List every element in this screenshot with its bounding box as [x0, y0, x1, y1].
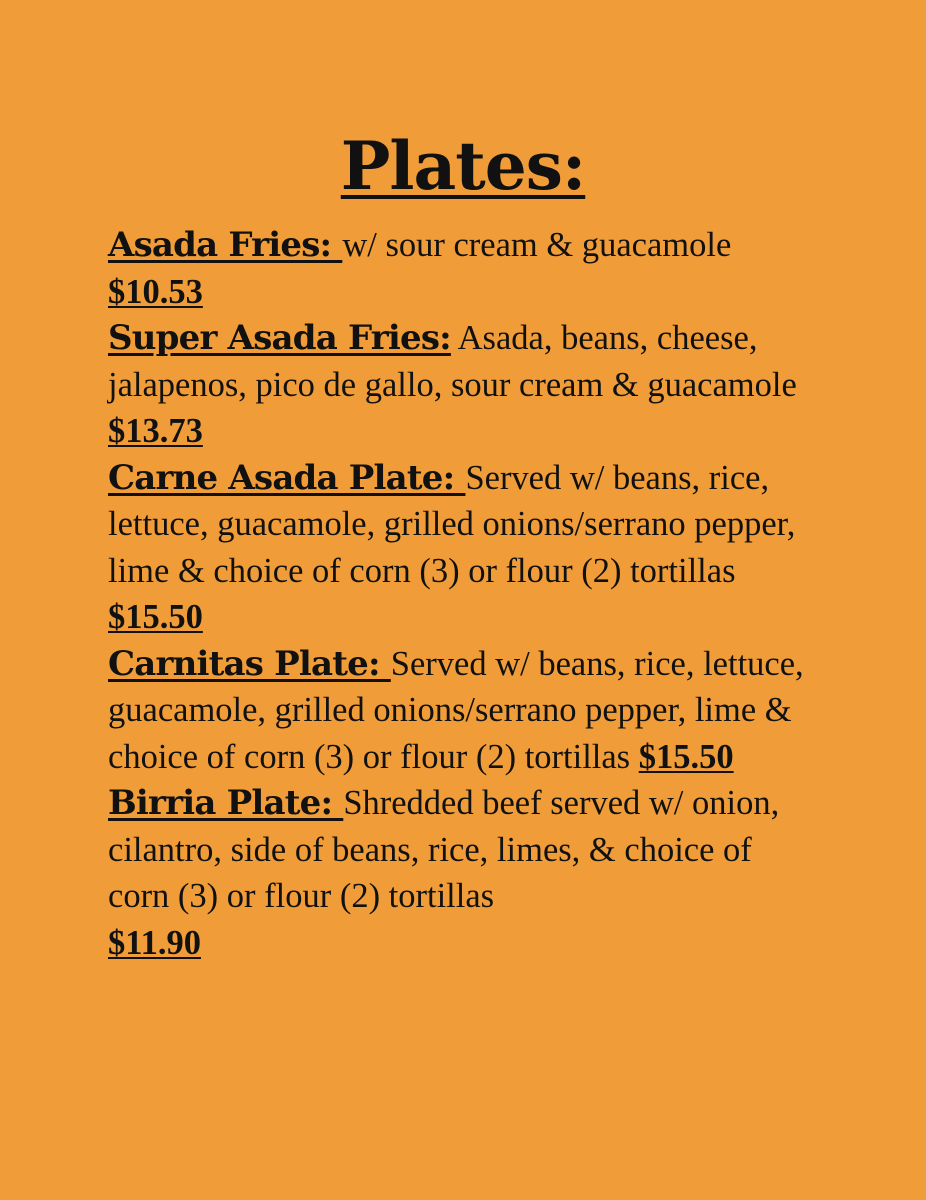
menu-item-description: Served w/ beans, rice, lettuce, guacamole, grilled onions/serrano pepper, lime & choice of corn (3) or flour (2) tortillas — [108, 458, 796, 590]
menu-item-super-asada-fries — [108, 315, 813, 455]
plates-menu — [108, 222, 813, 966]
menu-item-birria-plate — [108, 780, 813, 966]
menu-item-asada-fries — [108, 222, 813, 315]
menu-item-description: w/ sour cream & guacamole — [342, 226, 732, 264]
menu-item-carne-asada-plate — [108, 455, 813, 641]
menu-item-name: Asada Fries: — [108, 225, 343, 265]
menu-item-carnitas-plate — [108, 641, 813, 781]
menu-item-price: $10.53 — [108, 272, 203, 311]
menu-item-price: $11.90 — [108, 923, 201, 962]
page-title-text: Plates: — [340, 127, 586, 205]
menu-item-name: Carnitas Plate: — [108, 643, 391, 684]
menu-item-price: $15.50 — [108, 598, 203, 636]
page-title — [0, 124, 926, 208]
menu-item-description: Shredded beef served w/ onion, cilantro, side of beans, rice, limes, & choice of corn (3) or flour (2) tortillas — [108, 784, 780, 915]
menu-item-name: Birria Plate: — [108, 783, 344, 823]
menu-item-price: $13.73 — [108, 412, 203, 450]
menu-item-name: Carne Asada Plate: — [108, 457, 466, 498]
menu-item-price: $15.50 — [638, 737, 734, 776]
menu-item-name: Super Asada Fries: — [108, 318, 451, 358]
menu-item-description: Asada, beans, cheese, jalapenos, pico de gallo, sour cream & guacamole — [108, 319, 797, 404]
menu-item-description: Served w/ beans, rice, lettuce, guacamole, grilled onions/serrano pepper, lime & choice of corn (3) or flour (2) tortillas — [108, 644, 804, 776]
